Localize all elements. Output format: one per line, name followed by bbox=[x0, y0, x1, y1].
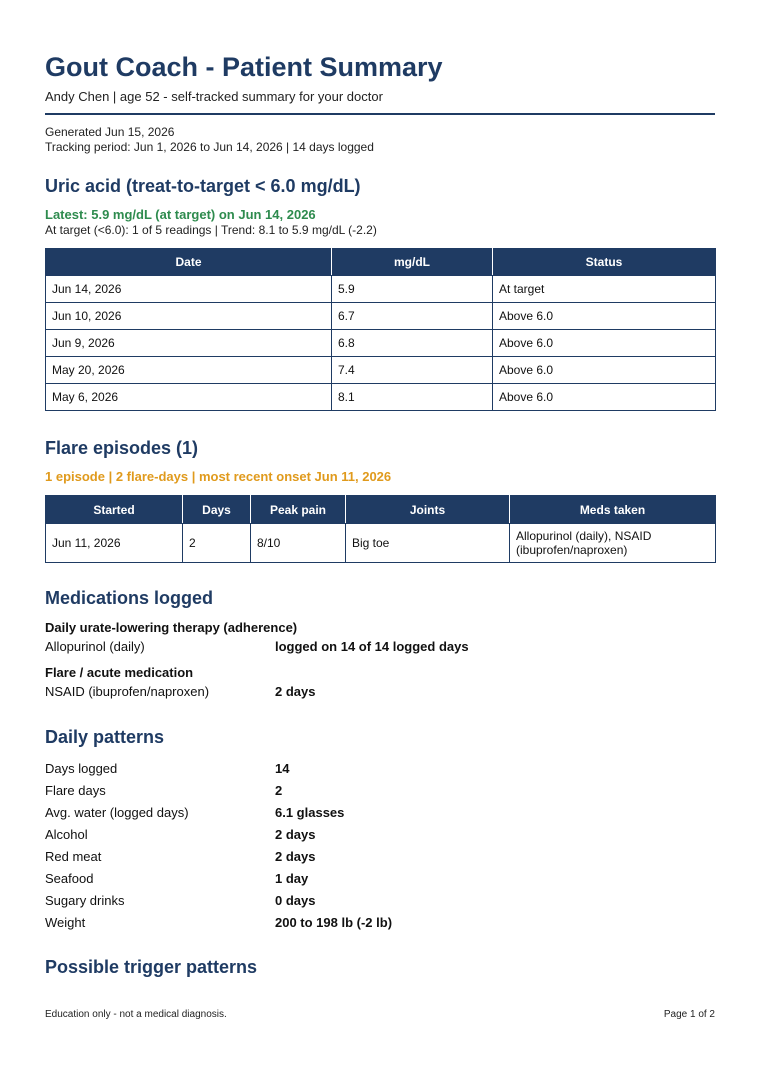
pattern-value: 1 day bbox=[275, 871, 309, 886]
column-header: Started bbox=[46, 496, 183, 524]
table-cell: Jun 11, 2026 bbox=[46, 524, 183, 563]
table-row bbox=[46, 303, 716, 330]
uric-acid-table bbox=[45, 248, 716, 411]
table-cell: Jun 10, 2026 bbox=[46, 303, 332, 330]
table-cell: Above 6.0 bbox=[493, 330, 716, 357]
pattern-value: 6.1 glasses bbox=[275, 805, 345, 820]
pattern-value: 200 to 198 lb (-2 lb) bbox=[275, 915, 393, 930]
flare-episodes-heading: Flare episodes (1) bbox=[45, 438, 199, 458]
pattern-value: 14 bbox=[275, 761, 290, 776]
table-header-row bbox=[46, 496, 716, 524]
pattern-label: Seafood bbox=[45, 871, 94, 886]
table-cell: May 6, 2026 bbox=[46, 384, 332, 411]
table-cell: 7.4 bbox=[332, 357, 493, 384]
pattern-label: Red meat bbox=[45, 849, 102, 864]
daily-med-adherence: logged on 14 of 14 logged days bbox=[275, 639, 469, 654]
flare-summary: 1 episode | 2 flare-days | most recent onset Jun 11, 2026 bbox=[45, 469, 392, 484]
table-cell: 8.1 bbox=[332, 384, 493, 411]
table-header-row bbox=[46, 249, 716, 276]
flare-med-name: NSAID (ibuprofen/naproxen) bbox=[45, 684, 210, 699]
flare-med-days: 2 days bbox=[275, 684, 316, 699]
table-cell: Big toe bbox=[346, 524, 510, 563]
uric-acid-heading: Uric acid (treat-to-target < 6.0 mg/dL) bbox=[45, 176, 361, 196]
table-row bbox=[46, 384, 716, 411]
medications-heading: Medications logged bbox=[45, 588, 214, 608]
table-row bbox=[46, 330, 716, 357]
pattern-value: 2 bbox=[275, 783, 283, 798]
daily-therapy-heading: Daily urate-lowering therapy (adherence) bbox=[45, 620, 298, 635]
patient-subtitle: Andy Chen | age 52 - self-tracked summary for your doctor bbox=[45, 89, 383, 104]
table-cell: 8/10 bbox=[251, 524, 346, 563]
pattern-value: 2 days bbox=[275, 827, 316, 842]
pattern-label: Flare days bbox=[45, 783, 106, 798]
footer-disclaimer: Education only - not a medical diagnosis. bbox=[45, 1009, 227, 1020]
generated-date: Generated Jun 15, 2026 bbox=[45, 125, 175, 139]
flare-med-heading: Flare / acute medication bbox=[45, 665, 194, 680]
pattern-label: Alcohol bbox=[45, 827, 88, 842]
page-number: Page 1 of 2 bbox=[663, 1009, 715, 1020]
table-row bbox=[46, 276, 716, 303]
flare-table bbox=[45, 495, 716, 563]
column-header: Date bbox=[46, 249, 332, 276]
column-header: Meds taken bbox=[510, 496, 716, 524]
header-divider bbox=[45, 113, 715, 115]
table-cell: Above 6.0 bbox=[493, 303, 716, 330]
pattern-label: Avg. water (logged days) bbox=[45, 805, 189, 820]
table-row bbox=[46, 357, 716, 384]
table-cell: Above 6.0 bbox=[493, 384, 716, 411]
column-header: Status bbox=[493, 249, 716, 276]
table-cell: At target bbox=[493, 276, 716, 303]
tracking-period: Tracking period: Jun 1, 2026 to Jun 14, 2026 | 14 days logged bbox=[45, 140, 374, 154]
column-header: mg/dL bbox=[332, 249, 493, 276]
table-cell: 6.7 bbox=[332, 303, 493, 330]
pattern-label: Weight bbox=[45, 915, 86, 930]
uric-latest: Latest: 5.9 mg/dL (at target) on Jun 14, 2026 bbox=[45, 207, 316, 222]
column-header: Joints bbox=[346, 496, 510, 524]
column-header: Peak pain bbox=[251, 496, 346, 524]
pattern-value: 0 days bbox=[275, 893, 316, 908]
trigger-patterns-heading: Possible trigger patterns bbox=[45, 957, 258, 977]
table-cell: 5.9 bbox=[332, 276, 493, 303]
table-cell: Above 6.0 bbox=[493, 357, 716, 384]
daily-patterns-heading: Daily patterns bbox=[45, 727, 165, 747]
table-cell: Jun 9, 2026 bbox=[46, 330, 332, 357]
daily-med-name: Allopurinol (daily) bbox=[45, 639, 145, 654]
table-cell: 2 bbox=[183, 524, 251, 563]
page-title: Gout Coach - Patient Summary bbox=[45, 52, 443, 82]
uric-summary: At target (<6.0): 1 of 5 readings | Trend: 8.1 to 5.9 mg/dL (-2.2) bbox=[45, 223, 377, 237]
table-cell: Jun 14, 2026 bbox=[46, 276, 332, 303]
pattern-label: Days logged bbox=[45, 761, 118, 776]
table-cell: Allopurinol (daily), NSAID (ibuprofen/naproxen) bbox=[510, 524, 716, 563]
table-row bbox=[46, 524, 716, 563]
table-cell: May 20, 2026 bbox=[46, 357, 332, 384]
pattern-label: Sugary drinks bbox=[45, 893, 125, 908]
table-cell: 6.8 bbox=[332, 330, 493, 357]
column-header: Days bbox=[183, 496, 251, 524]
pattern-value: 2 days bbox=[275, 849, 316, 864]
